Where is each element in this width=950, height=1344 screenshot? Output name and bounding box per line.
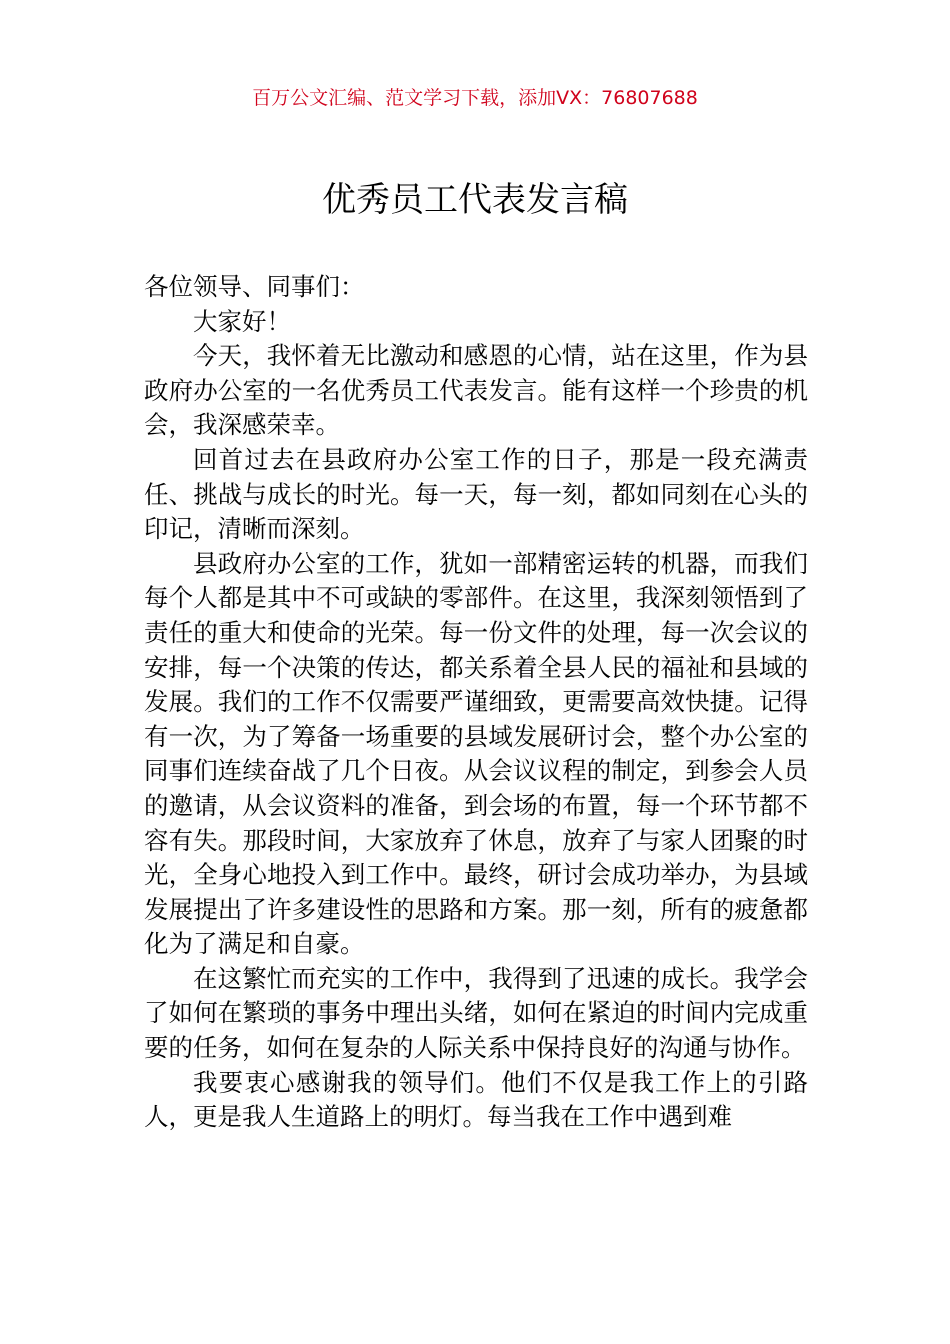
paragraph: 今天，我怀着无比激动和感恩的心情，站在这里，作为县政府办公室的一名优秀员工代表发言。能有这样一个珍贵的机会，我深感荣幸。 <box>144 341 808 440</box>
promo-header-note: 百万公文汇编、范文学习下载，添加VX：76807688 <box>252 87 698 109</box>
paragraph: 县政府办公室的工作，犹如一部精密运转的机器，而我们每个人都是其中不可或缺的零部件。在这里，我深刻领悟到了责任的重大和使命的光荣。每一份文件的处理，每一次会议的安排，每一个决策的传达，都关系着全县人民的福祉和县域的发展。我们的工作不仅需要严谨细致，更需要高效快捷。记得有一次，为了筹备一场重要的县域发展研讨会，整个办公室的同事们连续奋战了几个日夜。从会议议程的制定，到参会人员的邀请，从会议资料的准备，到会场的布置，每一个环节都不容有失。那段时间，大家放弃了休息，放弃了与家人团聚的时光，全身心地投入到工作中。最终，研讨会成功举办，为县域发展提出了许多建设性的思路和方案。那一刻，所有的疲惫都化为了满足和自豪。 <box>144 548 808 959</box>
salutation: 各位领导、同事们： <box>144 272 365 301</box>
paragraph: 在这繁忙而充实的工作中，我得到了迅速的成长。我学会了如何在繁琐的事务中理出头绪，如何在紧迫的时间内完成重要的任务，如何在复杂的人际关系中保持良好的沟通与协作。 <box>144 963 808 1063</box>
paragraph-greeting: 大家好！ <box>193 306 291 336</box>
paragraph: 我要衷心感谢我的领导们。他们不仅是我工作上的引路人，更是我人生道路上的明灯。每当我在工作中遇到难 <box>144 1067 808 1132</box>
page-title: 优秀员工代表发言稿 <box>322 180 628 220</box>
document-body <box>144 270 808 1135</box>
paragraph: 回首过去在县政府办公室工作的日子，那是一段充满责任、挑战与成长的时光。每一天，每一刻，都如同刻在心头的印记，清晰而深刻。 <box>144 444 808 544</box>
